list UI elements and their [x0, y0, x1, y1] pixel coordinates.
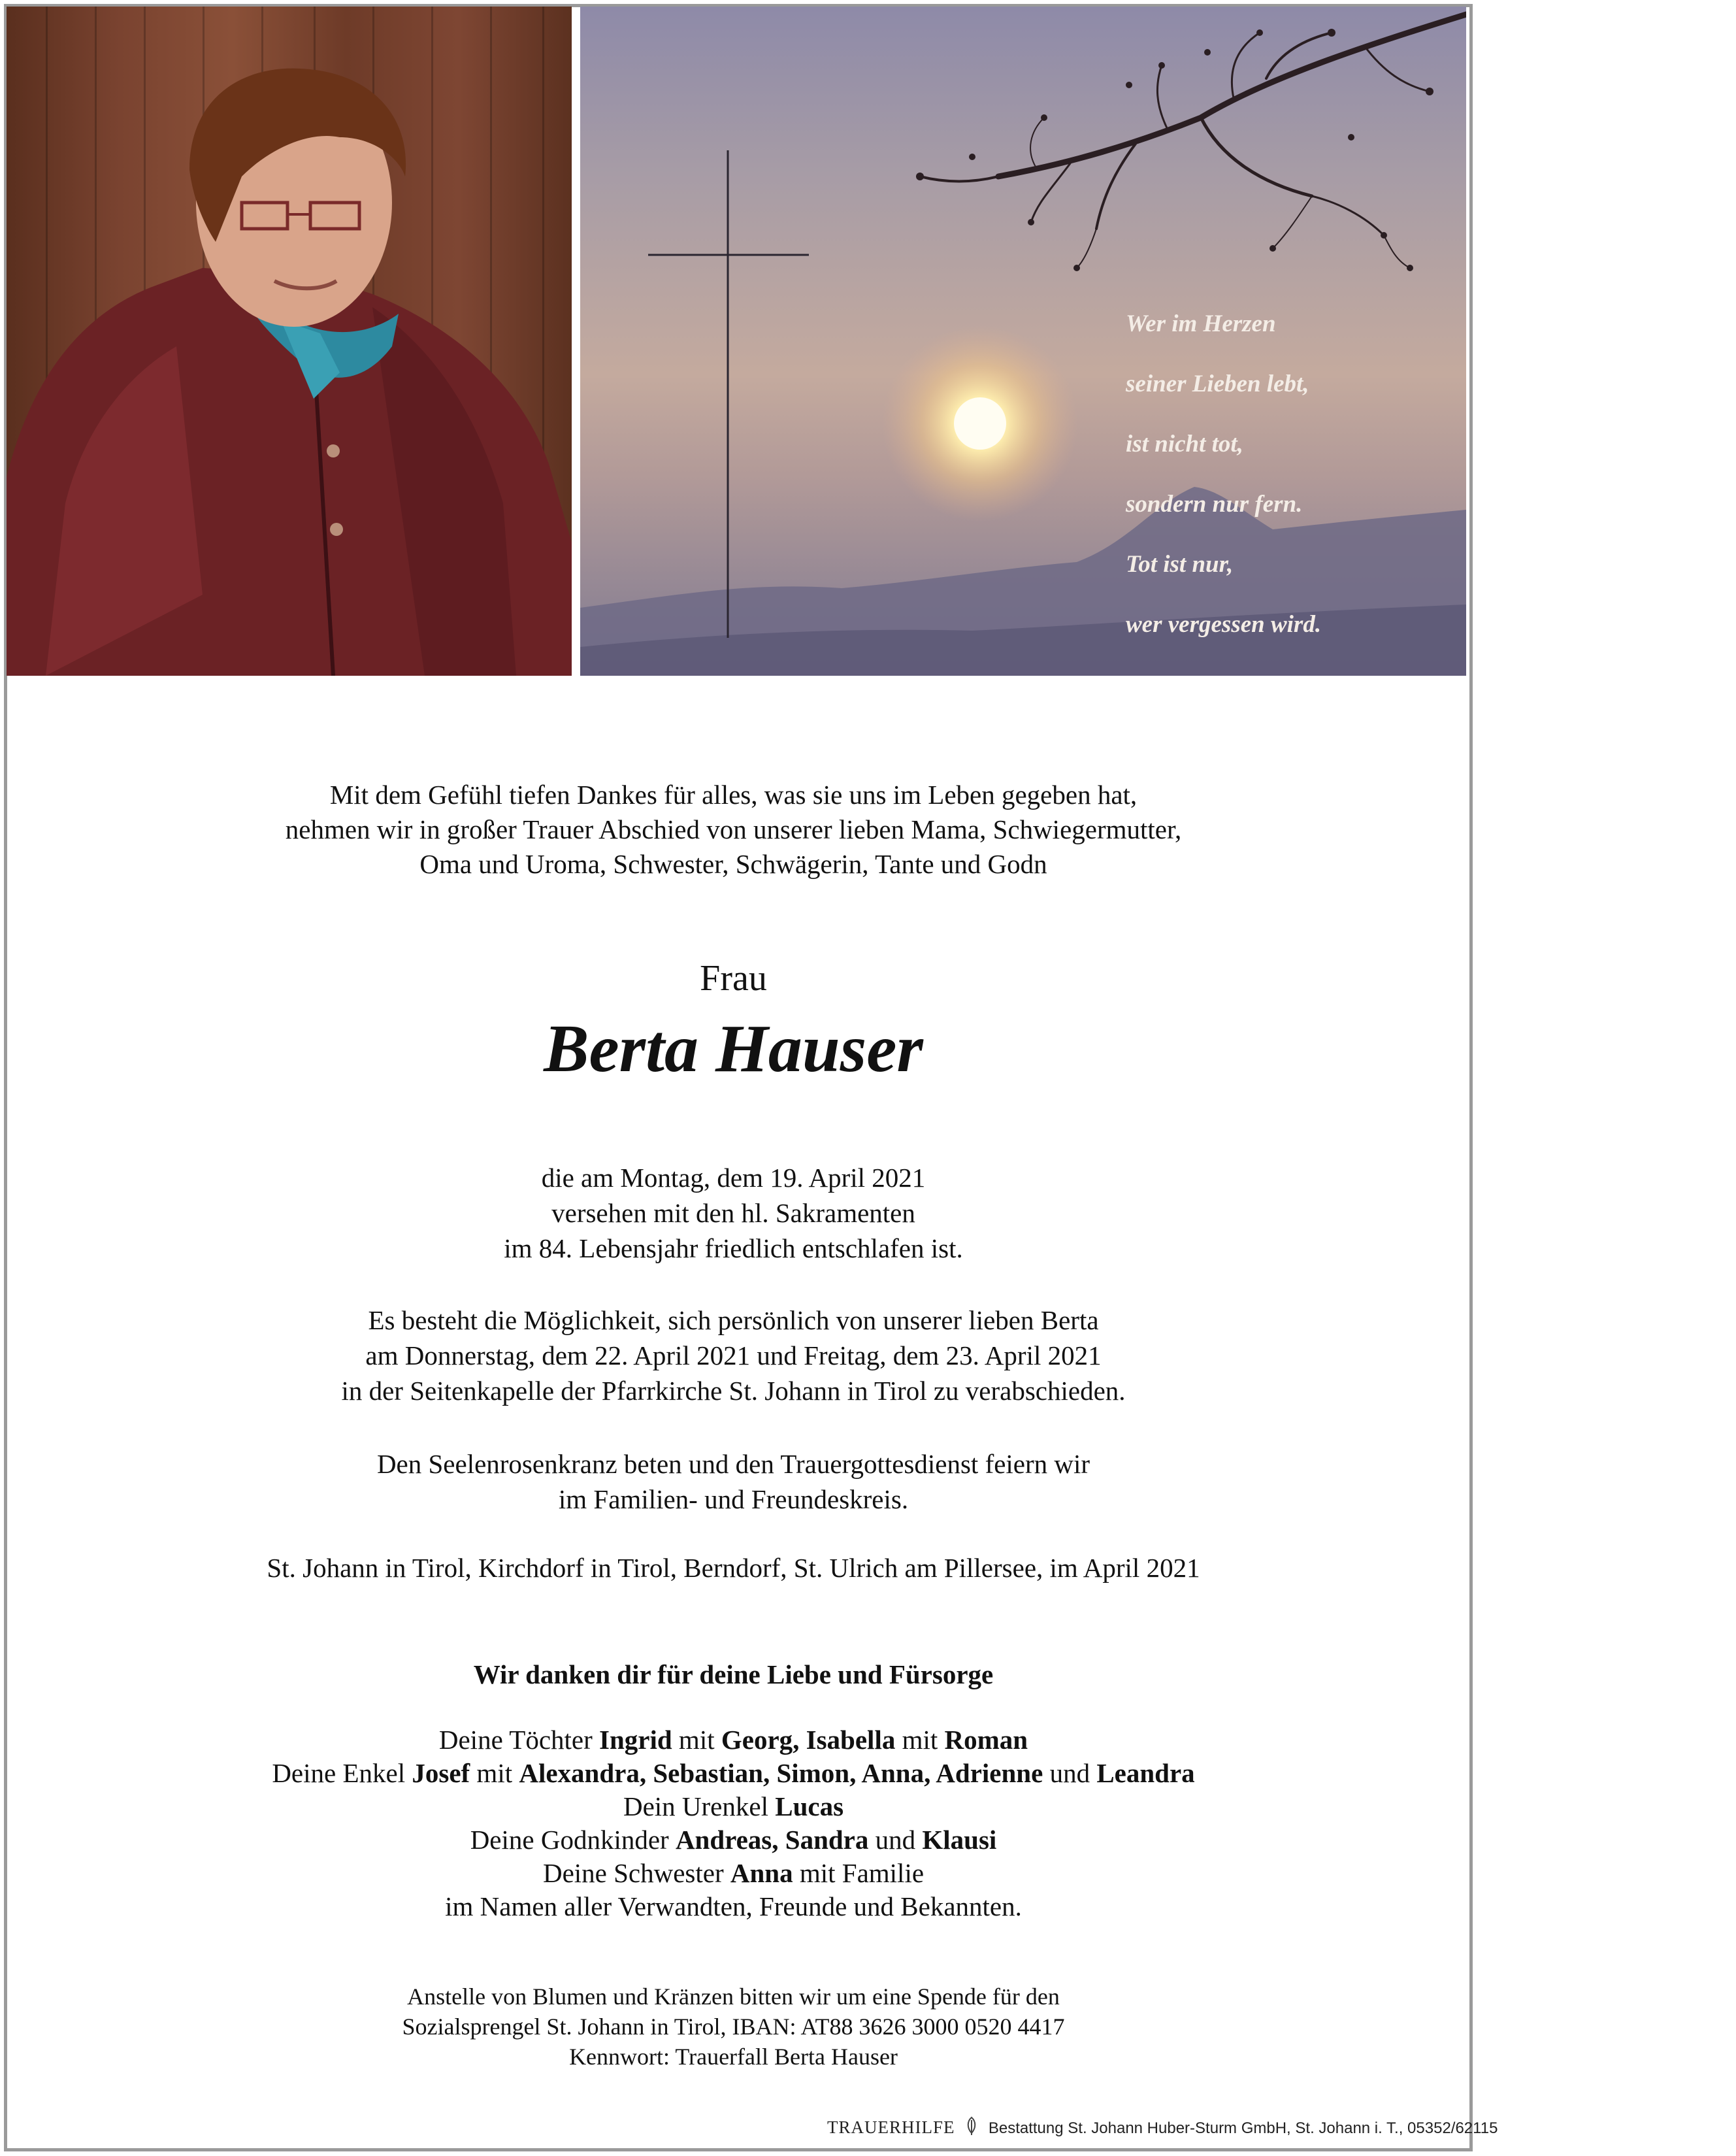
donation-line: Sozialsprengel St. Johann in Tirol, IBAN: AT88 3626 3000 0520 4417	[402, 2014, 1065, 2040]
death-line: versehen mit den hl. Sakramenten	[551, 1198, 915, 1228]
farewell-line: in der Seitenkapelle der Pfarrkirche St. Johann in Tirol zu verabschieden.	[341, 1376, 1126, 1406]
poem-line: seiner Lieben lebt,	[1126, 371, 1309, 397]
intro-line: nehmen wir in großer Trauer Abschied von unserer lieben Mama, Schwiegermutter,	[285, 814, 1182, 844]
poem	[1126, 294, 1426, 655]
title-frau: Frau	[700, 958, 767, 999]
family-line-daughters: Deine Töchter Ingrid mit Georg, Isabella mit Roman	[438, 1725, 1028, 1755]
portrait-photo	[7, 7, 572, 676]
farewell-line: am Donnerstag, dem 22. April 2021 und Freitag, dem 23. April 2021	[365, 1340, 1102, 1370]
thanks-heading: Wir danken dir für deine Liebe und Fürsorge	[473, 1659, 994, 1689]
family-line-godchildren: Deine Godnkinder Andreas, Sandra und Klausi	[470, 1825, 997, 1855]
family-line-relatives: im Namen aller Verwandten, Freunde und Bekannten.	[445, 1891, 1022, 1921]
service-line: im Familien- und Freundeskreis.	[558, 1484, 909, 1514]
funeral-home-info: Bestattung St. Johann Huber-Sturm GmbH, St. Johann i. T., 05352/62115	[988, 2119, 1498, 2137]
service-line: Den Seelenrosenkranz beten und den Trauergottesdienst feiern wir	[376, 1449, 1090, 1479]
places-date: St. Johann in Tirol, Kirchdorf in Tirol, Berndorf, St. Ulrich am Pillersee, im April 2021	[267, 1553, 1200, 1583]
intro-line: Mit dem Gefühl tiefen Dankes für alles, was sie uns im Leben gegeben hat,	[329, 780, 1138, 810]
intro-text	[0, 778, 1467, 882]
farewell-notice	[0, 1302, 1467, 1408]
poem-line: wer vergessen wird.	[1126, 611, 1322, 638]
poem-line: Wer im Herzen	[1126, 310, 1276, 337]
family-line-sister: Deine Schwester Anna mit Familie	[542, 1858, 925, 1888]
family-line-grandchildren: Deine Enkel Josef mit Alexandra, Sebastian, Simon, Anna, Adrienne und Leandra	[272, 1758, 1195, 1788]
donation-notice	[0, 1982, 1467, 2072]
woman-portrait-illustration	[7, 7, 572, 676]
leaf-icon	[964, 2116, 979, 2140]
donation-line: Anstelle von Blumen und Kränzen bitten wir um eine Spende für den	[407, 1983, 1060, 2010]
poem-line: ist nicht tot,	[1126, 431, 1243, 457]
poem-line: sondern nur fern.	[1126, 491, 1303, 518]
farewell-line: Es besteht die Möglichkeit, sich persönlich von unserer lieben Berta	[368, 1305, 1099, 1335]
sunset-image	[580, 7, 1466, 676]
brand-label: TRAUERHILFE	[827, 2117, 955, 2137]
death-line: die am Montag, dem 19. April 2021	[541, 1163, 926, 1193]
family-line-great-grandchild: Dein Urenkel Lucas	[623, 1791, 844, 1821]
donation-line: Kennwort: Trauerfall Berta Hauser	[569, 2044, 898, 2070]
poem-line: Tot ist nur,	[1126, 551, 1234, 578]
deceased-name: Berta Hauser	[544, 1011, 923, 1086]
death-notice	[0, 1160, 1467, 1266]
service-notice	[0, 1446, 1467, 1517]
family-list	[0, 1723, 1467, 1923]
intro-line: Oma und Uroma, Schwester, Schwägerin, Tante und Godn	[419, 849, 1047, 879]
funeral-home-footer	[827, 2116, 1498, 2140]
death-line: im 84. Lebensjahr friedlich entschlafen ist.	[504, 1233, 963, 1263]
